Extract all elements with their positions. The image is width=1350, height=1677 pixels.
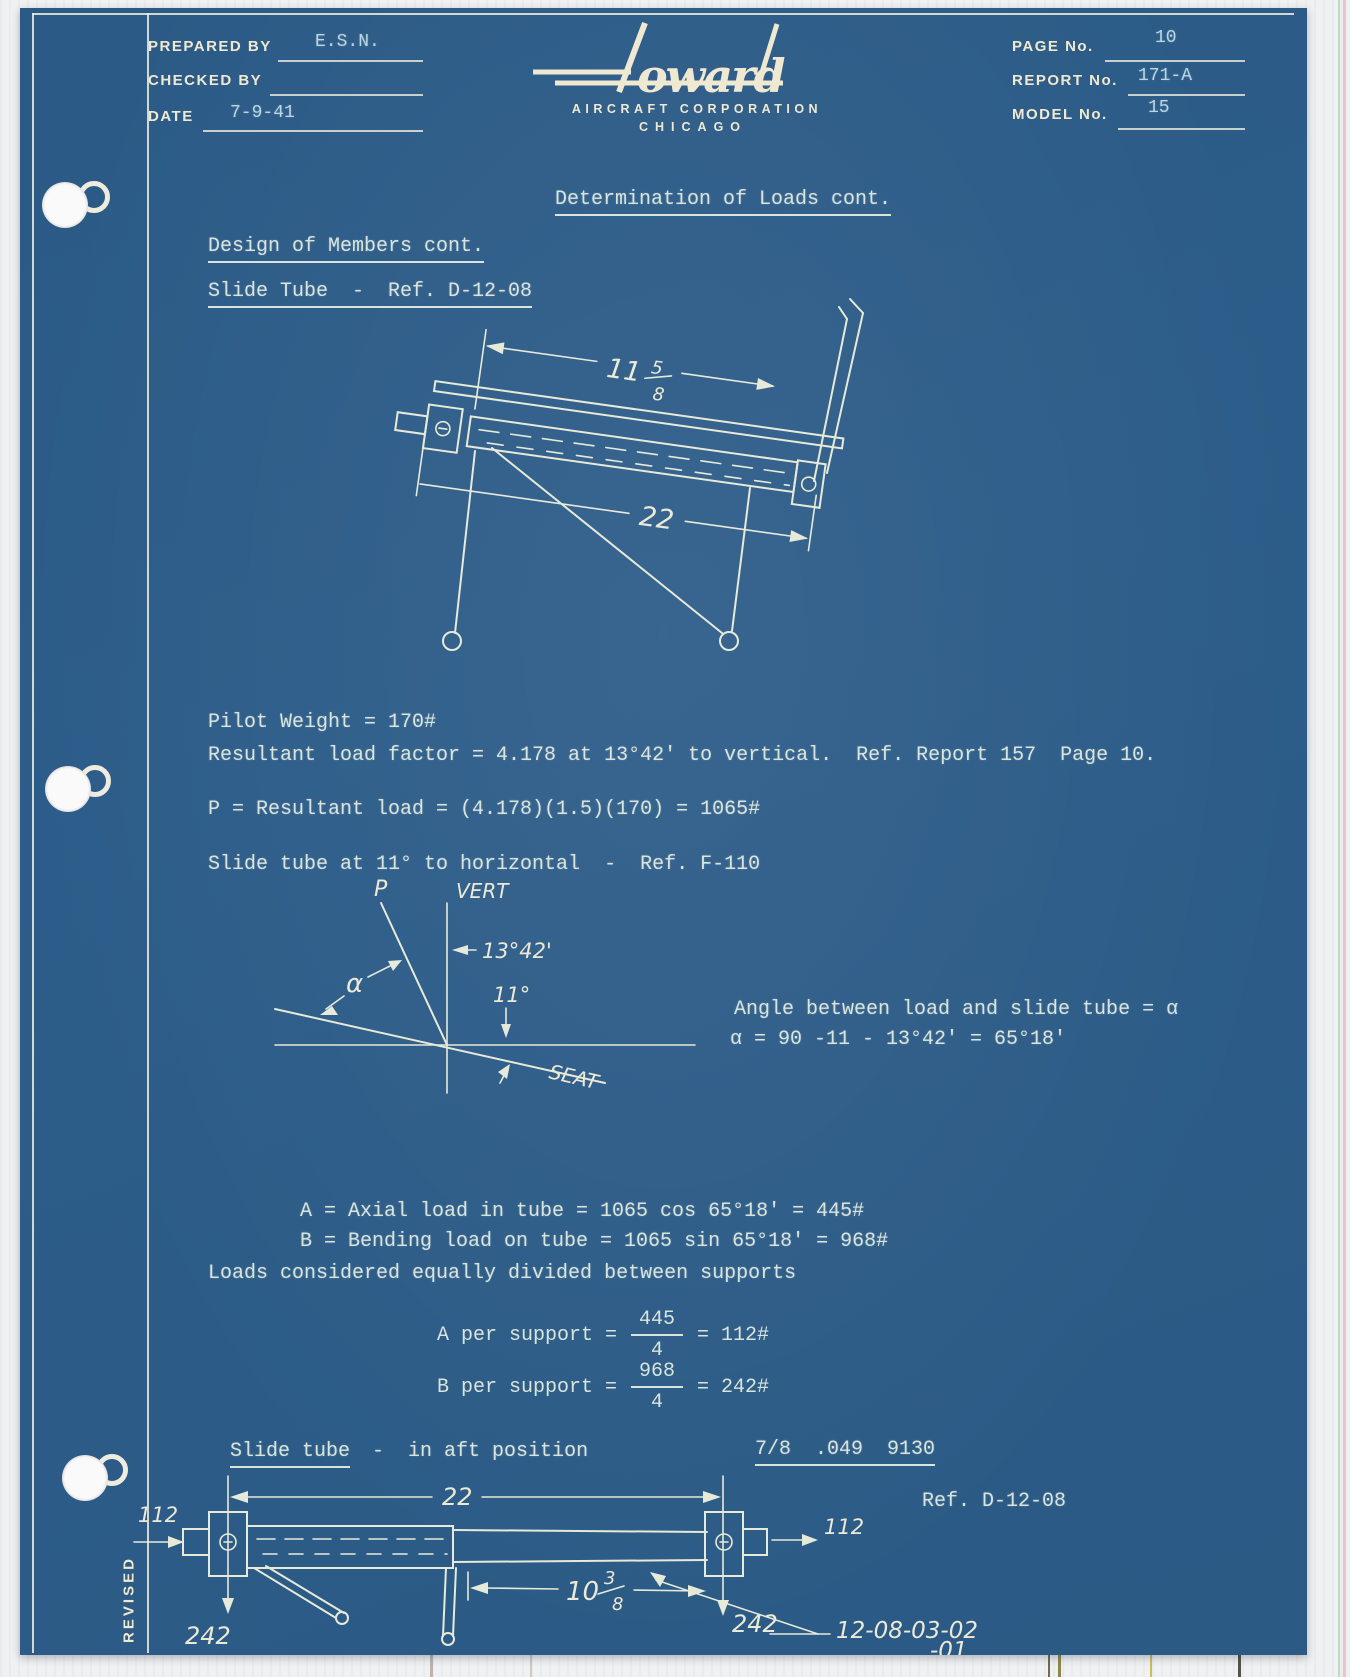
right-stub (743, 1529, 767, 1555)
arrowhead (703, 1491, 721, 1503)
slide-tube-angle-line: Slide tube at 11° to horizontal - Ref. F-110 (208, 853, 761, 876)
aft-dim-10-whole: 10 (566, 1577, 600, 1607)
left-bending-load: 242 (185, 1622, 231, 1650)
prepared-by-value: E.S.N. (315, 32, 380, 52)
angle-sketch-diagram (250, 878, 720, 1108)
tube-spec: 7/8 .049 9130 (755, 1438, 935, 1466)
b-per-support-equation (437, 1360, 769, 1414)
leg-foot (442, 1633, 454, 1645)
right-fitting (792, 460, 826, 507)
leg-foot (443, 632, 461, 650)
dim-line (486, 1588, 558, 1589)
scan-artifact (1238, 1655, 1241, 1677)
aft-heading-underlined: Slide tube (230, 1440, 350, 1468)
load-vector-p (381, 903, 447, 1045)
arrowhead (452, 945, 468, 955)
border-left-rule (32, 13, 34, 1653)
inner-tube-bottom (453, 1560, 707, 1562)
rear-leg (732, 488, 750, 631)
leg-foot (336, 1612, 348, 1624)
seat-label: SEAT (546, 1059, 601, 1095)
page-title: Determination of Loads cont. (555, 188, 891, 216)
arrowhead (802, 1534, 818, 1546)
leg-foot (720, 632, 738, 650)
date-underline (203, 130, 423, 132)
dim-22-label: 22 (637, 501, 676, 537)
section-design-of-members: Design of Members cont. (208, 235, 484, 263)
angle-note-line1: Angle between load and slide tube = α (734, 998, 1179, 1021)
b-per-support-result: = 242# (697, 1375, 770, 1399)
hole-punch (45, 766, 91, 812)
scan-artifact (1150, 1655, 1152, 1677)
resultant-load-line: P = Resultant load = (4.178)(1.5)(170) = 1065# (208, 798, 761, 821)
alpha-label: α (346, 969, 364, 999)
prepared-by-label: PREPARED BY (148, 38, 272, 55)
scan-artifact (1058, 1655, 1061, 1677)
dim-11-den: 8 (651, 383, 666, 406)
scan-artifact (1338, 0, 1340, 1677)
bending-load-equation: B = Bending load on tube = 1065 sin 65°18' = 968# (300, 1230, 889, 1253)
dim-line (420, 484, 629, 513)
model-no-label: MODEL No. (1012, 106, 1108, 123)
aft-position-heading (230, 1440, 588, 1463)
a-per-support-equation (437, 1308, 769, 1362)
prepared-by-underline (278, 60, 423, 62)
vert-label: VERT (456, 879, 509, 903)
fraction-denominator: 4 (651, 1391, 664, 1414)
angle-11-label: 11° (493, 983, 531, 1007)
fraction-numerator: 968 (631, 1360, 683, 1388)
bolt-cross (439, 428, 447, 429)
section-slide-tube: Slide Tube - Ref. D-12-08 (208, 280, 532, 308)
seat-rail (434, 381, 843, 448)
scan-artifact (530, 1655, 532, 1677)
front-leg (455, 451, 475, 633)
date-label: DATE (148, 108, 194, 125)
arrowhead (501, 1024, 511, 1038)
blueprint-sheet (20, 8, 1307, 1663)
report-no-label: REPORT No. (1012, 72, 1118, 89)
date-value: 7-9-41 (230, 103, 295, 123)
aft-heading-rest: - in aft position (372, 1440, 589, 1463)
right-fitting (705, 1512, 743, 1576)
dim-line (488, 346, 597, 361)
diagonal-brace (492, 448, 722, 633)
part-number-suffix: -01 (930, 1638, 968, 1663)
a-per-support-fraction (631, 1308, 683, 1362)
ref-note: Ref. D-12-08 (922, 1490, 1067, 1513)
left-axial-load: 112 (138, 1503, 179, 1527)
leader-line (368, 964, 394, 977)
scan-artifact (1048, 1655, 1050, 1677)
dim-11-whole: 11 (604, 353, 644, 389)
hole-punch (62, 1455, 108, 1501)
page-no-underline (1105, 60, 1245, 62)
diagonal-leg (254, 1568, 336, 1618)
revised-stamp: REVISED (120, 1556, 138, 1643)
left-stub (395, 412, 427, 434)
leader-line (326, 996, 344, 1009)
hole-punch (42, 182, 88, 228)
dim-11-num: 5 (649, 357, 665, 380)
pilot-weight-line: Pilot Weight = 170# (208, 711, 437, 734)
a-per-support-result: = 112# (697, 1323, 770, 1347)
aft-dim-22: 22 (442, 1483, 473, 1511)
arrowhead (222, 1598, 234, 1614)
model-no-value: 15 (1148, 98, 1170, 118)
vertical-leg (443, 1568, 446, 1636)
arrowhead (230, 1491, 248, 1503)
angle-note-line2: α = 90 -11 - 13°42' = 65°18' (730, 1028, 1067, 1051)
b-per-support-fraction (631, 1360, 683, 1414)
loads-divided-line: Loads considered equally divided between supports (208, 1262, 797, 1285)
diagonal-leg (266, 1566, 344, 1613)
angle-13-42-label: 13°42' (482, 939, 552, 963)
checked-by-underline (270, 94, 423, 96)
fraction-numerator: 445 (631, 1308, 683, 1336)
report-no-value: 171-A (1138, 66, 1193, 86)
page-no-value: 10 (1155, 28, 1177, 48)
scan-artifact (1343, 0, 1346, 1677)
seat-back-top (839, 307, 847, 319)
axial-load-equation: A = Axial load in tube = 1065 cos 65°18' = 445# (300, 1200, 865, 1223)
checked-by-label: CHECKED BY (148, 72, 263, 89)
logo-line2: AIRCRAFT CORPORATION (571, 102, 823, 116)
p-label: P (374, 878, 388, 902)
report-no-underline (1128, 94, 1245, 96)
model-no-underline (1118, 128, 1245, 130)
aft-dim-10-den: 8 (612, 1594, 624, 1615)
right-axial-load: 112 (824, 1515, 865, 1539)
aft-dim-10-num: 3 (604, 1568, 616, 1589)
arrowhead (485, 340, 504, 354)
extension-line (808, 495, 816, 550)
hidden-line (487, 443, 789, 485)
arrowhead (789, 530, 808, 544)
slide-tube-aft-diagram (130, 1468, 1010, 1663)
load-factor-line: Resultant load factor = 4.178 at 13°42' to vertical. Ref. Report 157 Page 10. (208, 744, 1157, 767)
logo-script-text: oward (637, 49, 784, 103)
scan-artifact (430, 1655, 433, 1677)
b-per-support-prefix: B per support = (437, 1375, 618, 1399)
arrowhead (650, 1572, 666, 1587)
slide-tube-side-view-diagram (380, 283, 940, 693)
hidden-line (479, 430, 786, 473)
slide-outer-tube (247, 1526, 453, 1568)
page-no-label: PAGE No. (1012, 38, 1094, 55)
left-stub (183, 1529, 209, 1555)
border-top-rule (32, 13, 1294, 15)
logo-line3: CHICAGO (638, 120, 748, 134)
slide-tube-outline (467, 416, 798, 492)
howard-logo (525, 20, 865, 134)
fraction-denominator: 4 (651, 1339, 664, 1362)
right-bending-load: 242 (732, 1610, 778, 1638)
arrowhead (168, 1536, 184, 1548)
part-number: 12-08-03-02 (836, 1618, 978, 1644)
inner-tube-top (453, 1530, 707, 1532)
margin-rule (147, 13, 149, 1653)
vertical-leg (453, 1568, 456, 1636)
a-per-support-prefix: A per support = (437, 1323, 618, 1347)
arrowhead (756, 378, 775, 392)
seat-back-top (850, 299, 863, 313)
